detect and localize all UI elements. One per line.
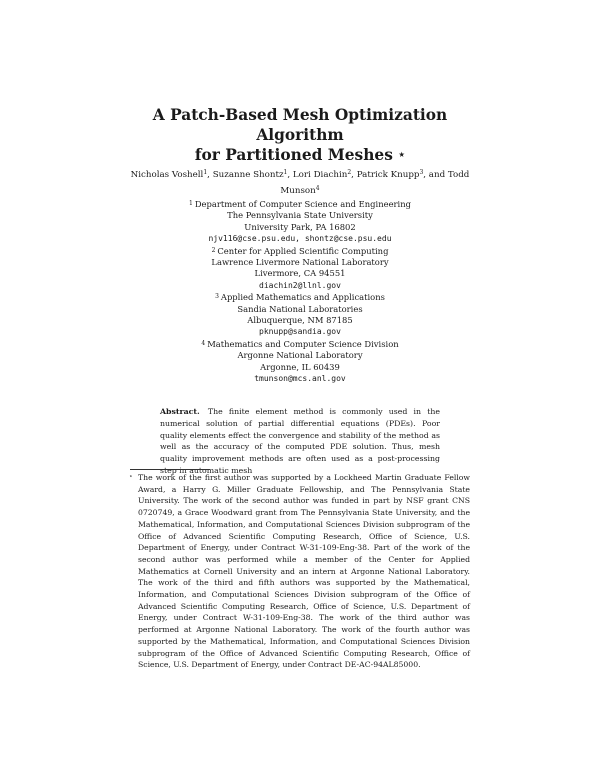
- affiliation-line: Albuquerque, NM 87185: [247, 315, 353, 326]
- affiliation-line: Argonne, IL 60439: [260, 361, 340, 372]
- author-affil-mark: 1: [283, 169, 288, 176]
- paper-title: [120, 105, 480, 165]
- affiliation-email: diachin2@llnl.gov: [259, 280, 341, 290]
- footnote-rule: [130, 469, 210, 470]
- footnote: [129, 472, 470, 671]
- affiliation-number: 1: [189, 200, 193, 207]
- affiliation-line: Argonne National Laboratory: [237, 350, 363, 361]
- author-name: , and Todd Munson: [280, 170, 470, 196]
- footnote-text: The work of the first author was supported by a Lockheed Martin Graduate Fellow Award, a Harry G. Miller Graduate Fellowship, and The Pennsylvania State University. The work of the second author was funded in part by NSF grant CNS 0720749, a Grace Woodward grant from The Pennsylvania State University, and the Mathematical, Information, and Computational Sciences Division subprogram of the Office of Advanced Scientific Computing Research, Office of Science, U.S. Department of Energy, under Contract W-31-109-Eng-38. Part of the work of the second author was performed while a member of the Center for Applied Mathematics at Cornell University and an intern at Argonne National Laboratory. The work of the third and fifth authors was supported by the Mathematical, Information, and Computational Sciences Division subprogram of the Office of Advanced Scientific Computing Research, Office of Science, U.S. Department of Energy, under Contract W-31-109-Eng-38. The work of the third author was performed at Argonne National Laboratory. The work of the fourth author was supported by the Mathematical, Information, and Computational Sciences Division subprogram of the Office of Advanced Scientific Computing Research, Office of Science, U.S. Department of Energy, under Contract DE-AC-94AL85000.: [138, 473, 470, 670]
- author-name: Nicholas Voshell: [130, 170, 204, 180]
- affiliation-line: $^2$ Center for Applied Scientific Computing: [211, 245, 389, 256]
- abstract-text: The finite element method is commonly used in the numerical solution of partial differential equations (PDEs). Poor quality elements effect the convergence and stability of the method as well as the accuracy of the computed PDE solution. Thus, mesh quality improvement methods are often used as a post-processing step in automatic mesh: [160, 407, 440, 475]
- author-name: , Suzanne Shontz: [207, 170, 284, 180]
- abstract-label: Abstract.: [160, 407, 200, 416]
- author-affil-mark: 3: [419, 169, 424, 176]
- affiliation-email: pknupp@sandia.gov: [259, 327, 341, 337]
- footnote-mark: ⋆: [129, 473, 133, 480]
- author-affil-mark: 4: [315, 185, 320, 192]
- affiliation-list: [170, 198, 430, 385]
- affiliation-line: University Park, PA 16802: [244, 221, 356, 232]
- affiliation-line: Sandia National Laboratories: [237, 303, 363, 314]
- author-list: [130, 166, 470, 198]
- affiliation-line: The Pennsylvania State University: [227, 210, 373, 221]
- author-name: , Lori Diachin: [287, 170, 348, 180]
- affiliation-line: $^3$ Applied Mathematics and Applications: [215, 292, 385, 303]
- author-affil-mark: 1: [203, 169, 208, 176]
- affiliation-email: tmunson@mcs.anl.gov: [254, 374, 346, 384]
- affiliation-email: njv116@cse.psu.edu, shontz@cse.psu.edu: [208, 234, 392, 244]
- affiliation-number: 2: [211, 246, 216, 254]
- affiliation-line: $^4$ Mathematics and Computer Science Division: [201, 338, 399, 349]
- title-footnote-mark: ⋆: [398, 148, 406, 161]
- affiliation-line: $^1$ Department of Computer Science and Engineering: [189, 199, 411, 209]
- title-line-1: A Patch-Based Mesh Optimization Algorithm: [152, 106, 448, 144]
- affiliation-line: Lawrence Livermore National Laboratory: [211, 257, 389, 268]
- author-affil-mark: 2: [347, 169, 352, 176]
- author-name: , Patrick Knupp: [351, 170, 420, 180]
- affiliation-number: 4: [201, 339, 206, 347]
- abstract: [160, 406, 440, 477]
- title-line-2-text: for Partitioned Meshes: [194, 146, 393, 164]
- affiliation-line: Livermore, CA 94551: [254, 268, 346, 279]
- title-line-2: [120, 145, 480, 165]
- affiliation-number: 3: [215, 293, 219, 301]
